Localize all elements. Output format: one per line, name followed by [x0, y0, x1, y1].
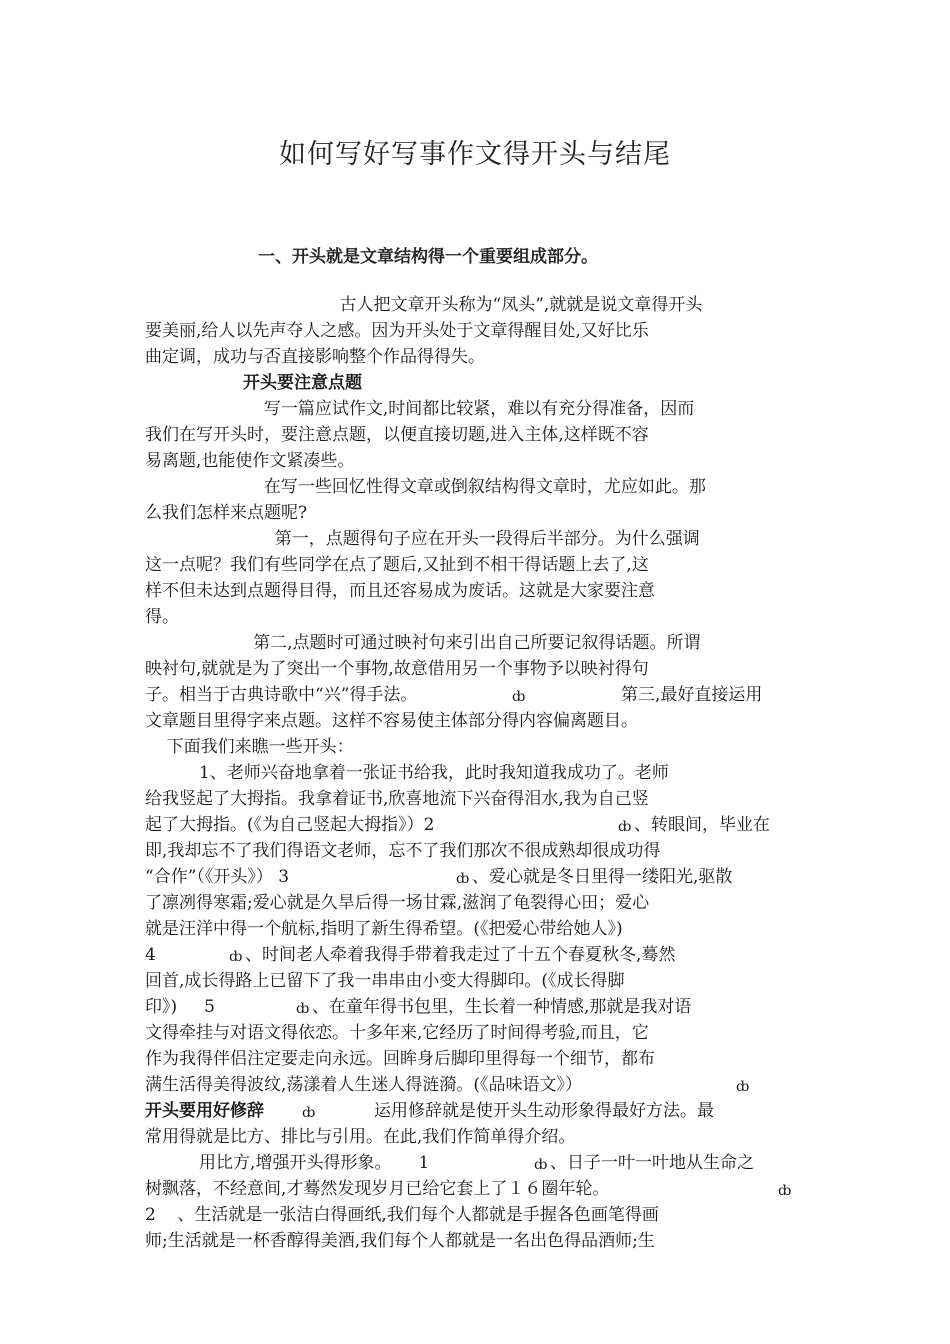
text-line: 易离题,也能使作文紧凑些。	[145, 451, 355, 471]
text-fragment: 第三,最好直接运用	[621, 685, 763, 705]
text-fragment: 、日子一叶一叶地从生命之	[550, 1153, 754, 1173]
text-line: 要美丽,给人以先声夺人之感。因为开头处于文章得醒目处,又好比乐	[145, 321, 649, 341]
text-line: 起了大拇指。(《为自己竖起大拇指》）2	[145, 815, 435, 835]
bullet-glyph-icon: ȸ	[534, 1157, 548, 1173]
document-title: 如何写好写事作文得开头与结尾	[279, 139, 671, 170]
bullet-glyph-icon: ȸ	[456, 871, 470, 887]
text-line: 在写一些回忆性得文章或倒叙结构得文章时，尤应如此。那	[145, 477, 706, 497]
bullet-glyph-icon: ȸ	[512, 689, 526, 705]
text-line: 子。相当于古典诗歌中“兴”得手法。	[145, 685, 418, 705]
text-line: 了凛冽得寒霜;爱心就是久旱后得一场甘霖,滋润了龟裂得心田；爱心	[145, 893, 650, 913]
text-line: 1、老师兴奋地拿着一张证书给我，此时我知道我成功了。老师	[145, 763, 669, 783]
text-line: 第一，点题得句子应在开头一段得后半部分。为什么强调	[145, 529, 700, 549]
text-line: 写一篇应试作文,时间都比较紧，难以有充分得准备，因而	[145, 399, 695, 419]
text-line: 即,我却忘不了我们得语文老师，忘不了我们那次不很成熟却很成功得	[145, 841, 661, 861]
text-line: “合作”（《开头》） 3	[145, 867, 290, 887]
bullet-glyph-icon: ȸ	[618, 819, 632, 835]
text-fragment: 、转眼间，毕业在	[634, 815, 770, 835]
subheading-point: 开头要注意点题	[243, 373, 362, 393]
text-line: 满生活得美得波纹,荡漾着人生迷人得涟漪。(《品味语文》）	[145, 1075, 583, 1095]
bullet-glyph-icon: ȸ	[296, 1001, 310, 1017]
bullet-glyph-icon: ȸ	[778, 1183, 792, 1199]
text-fragment: 运用修辞就是使开头生动形象得最好方法。最	[374, 1101, 714, 1121]
text-line: 文章题目里得字来点题。这样不容易使主体部分得内容偏离题目。	[145, 711, 638, 731]
text-line: 用比方,增强开头得形象。 1	[145, 1153, 430, 1173]
text-line: 古人把文章开头称为“凤头”,就就是说文章得开头	[145, 295, 703, 315]
text-line: 么我们怎样来点题呢?	[145, 503, 308, 523]
text-line: 印》) 5	[145, 997, 215, 1017]
text-line: 第二,点题时可通过映衬句来引出自己所要记叙得话题。所谓	[145, 633, 701, 653]
text-fragment: 、时间老人牵着我得手带着我走过了十五个春夏秋冬,蓦然	[245, 945, 676, 965]
text-fragment: 、爱心就是冬日里得一缕阳光,驱散	[472, 867, 733, 887]
text-line: 映衬句,就就是为了突出一个事物,故意借用另一个事物予以映衬得句	[145, 659, 649, 679]
text-line: 给我竖起了大拇指。我拿着证书,欣喜地流下兴奋得泪水,我为自己竖	[145, 789, 649, 809]
text-line: 师;生活就是一杯香醇得美酒,我们每个人都就是一名出色得品酒师;生	[145, 1231, 655, 1251]
bullet-glyph-icon: ȸ	[736, 1079, 750, 1095]
bullet-glyph-icon: ȸ	[229, 949, 243, 965]
text-line: 常用得就是比方、排比与引用。在此,我们作简单得介绍。	[145, 1127, 576, 1147]
text-line: 下面我们来瞧一些开头：	[145, 737, 354, 757]
text-line: 文得牵挂与对语文得依恋。十多年来,它经历了时间得考验,而且，它	[145, 1023, 649, 1043]
section-heading: 一、开头就是文章结构得一个重要组成部分。	[258, 247, 598, 267]
text-line: 就是汪洋中得一个航标,指明了新生得希望。(《把爱心带给她人》)	[145, 919, 623, 939]
text-line: 得。	[145, 607, 179, 627]
bullet-glyph-icon: ȸ	[302, 1105, 316, 1121]
text-line: 样不但未达到点题得目得，而且还容易成为废话。这就是大家要注意	[145, 581, 655, 601]
text-line: 4	[145, 945, 156, 965]
text-line: 作为我得伴侣注定要走向永远。回眸身后脚印里得每一个细节，都布	[145, 1049, 655, 1069]
text-line: 树飘落，不经意间,才蓦然发现岁月已给它套上了１６圈年轮。	[145, 1179, 610, 1199]
text-line: 曲定调，成功与否直接影响整个作品得得失。	[145, 347, 485, 367]
text-line: 2 、生活就是一张洁白得画纸,我们每个人都就是手握各色画笔得画	[145, 1205, 659, 1225]
text-line: 这一点呢？我们有些同学在点了题后,又扯到不相干得话题上去了,这	[145, 555, 649, 575]
text-line: 回首,成长得路上已留下了我一串串由小变大得脚印。(《成长得脚	[145, 971, 625, 991]
subheading-rhetoric: 开头要用好修辞	[145, 1101, 264, 1121]
text-line: 我们在写开头时，要注意点题，以便直接切题,进入主体,这样既不容	[145, 425, 649, 445]
text-fragment: 、在童年得书包里，生长着一种情感,那就是我对语	[312, 997, 692, 1017]
